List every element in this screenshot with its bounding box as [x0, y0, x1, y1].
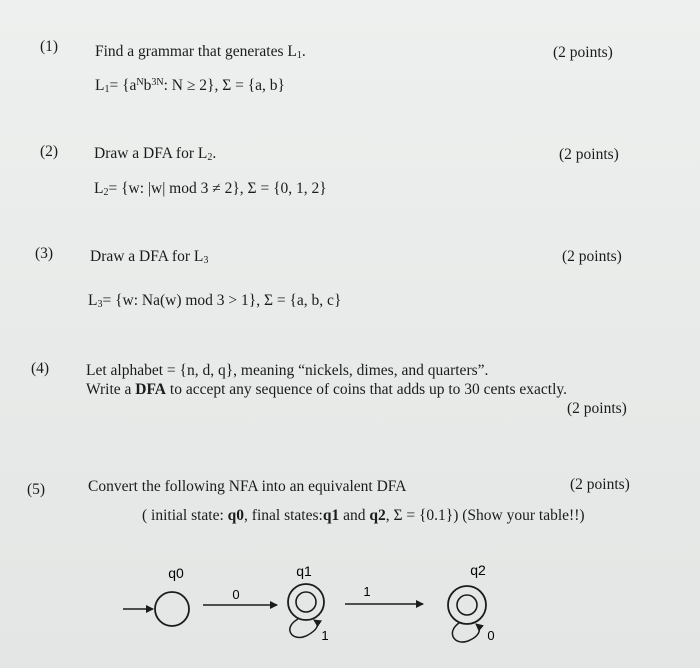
problem-5-initial-state: q0: [227, 507, 245, 524]
problem-2-lhs: L: [94, 180, 104, 197]
problem-2-prompt-sub: 2: [207, 152, 213, 163]
problem-1-def-part3: : N ≥ 2}, Σ = {a, b}: [163, 77, 285, 94]
problem-1-def-part2: b: [143, 77, 152, 94]
problem-3-points: (2 points): [562, 248, 622, 265]
state-q0: [155, 592, 189, 626]
problem-2-points: (2 points): [559, 146, 619, 163]
problem-1-exp-n: N: [136, 77, 144, 88]
state-q2-final-ring: [457, 595, 477, 615]
loop-q1-label: 1: [321, 628, 329, 643]
problem-5-line-1: Convert the following NFA into an equivalent DFA: [88, 478, 407, 495]
problem-2-lhs-sub: 2: [103, 187, 109, 198]
problem-4-points: (2 points): [567, 400, 627, 417]
problem-4-line-2-bold: DFA: [135, 381, 167, 398]
problem-5-number: (5): [27, 481, 46, 498]
problem-1-def-part1: = {a: [109, 77, 137, 94]
edge-q0-q1-label: 0: [232, 587, 240, 602]
problem-3-def-rest: = {w: Na(w) mod 3 > 1}, Σ = {a, b, c}: [102, 292, 342, 309]
problem-1-prompt-sub: 1: [296, 50, 302, 61]
problem-3-lhs-sub: 3: [97, 299, 103, 310]
problem-2-def-rest: = {w: |w| mod 3 ≠ 2}, Σ = {0, 1, 2}: [108, 180, 327, 197]
problem-5-and: and: [339, 507, 370, 524]
problem-1-points: (2 points): [553, 44, 613, 61]
problem-3-prompt-text: Draw a DFA for L: [90, 248, 204, 265]
problem-1-prompt-end: .: [301, 43, 306, 60]
problem-3-lhs: L: [88, 292, 98, 309]
problem-5-final-state-q1: q1: [322, 507, 340, 524]
problem-4-line-2-suffix: to accept any sequence of coins that adds up to 30 cents exactly.: [166, 381, 568, 398]
problem-1-lhs: L: [95, 77, 105, 94]
loop-q1: [290, 619, 317, 637]
state-q1: [288, 584, 324, 620]
problem-4-line-2-prefix: Write a: [86, 381, 136, 398]
problem-3-prompt-sub: 3: [203, 255, 209, 266]
problem-5-points: (2 points): [570, 476, 630, 493]
loop-q2: [452, 623, 479, 642]
edge-q1-q2-label: 1: [363, 584, 371, 599]
problem-1-number: (1): [40, 38, 59, 55]
problem-1-exp-3n: 3N: [151, 77, 164, 88]
problem-4-line-1: Let alphabet = {n, d, q}, meaning “nickels, dimes, and quarters”.: [86, 362, 489, 379]
problem-3-number: (3): [35, 245, 54, 262]
problem-2-prompt-end: .: [212, 145, 217, 162]
problem-5-alphabet-note: , Σ = {0.1}) (Show your table!!): [385, 507, 585, 524]
problem-1-lhs-sub: 1: [104, 84, 110, 95]
state-q2: [448, 586, 486, 624]
problem-2-number: (2): [40, 143, 59, 160]
problem-1-prompt-text: Find a grammar that generates L: [95, 43, 297, 60]
problem-5-initial-label: ( initial state:: [142, 507, 228, 524]
problem-2-prompt-text: Draw a DFA for L: [94, 145, 208, 162]
state-q2-label: q2: [470, 562, 486, 578]
loop-q2-label: 0: [487, 628, 495, 643]
problem-5-final-state-q2: q2: [369, 507, 386, 524]
state-q1-final-ring: [296, 592, 316, 612]
state-q1-label: q1: [296, 563, 312, 579]
problem-4-number: (4): [31, 360, 50, 377]
problem-5-final-label: , final states:: [244, 507, 323, 524]
state-q0-label: q0: [168, 565, 184, 581]
